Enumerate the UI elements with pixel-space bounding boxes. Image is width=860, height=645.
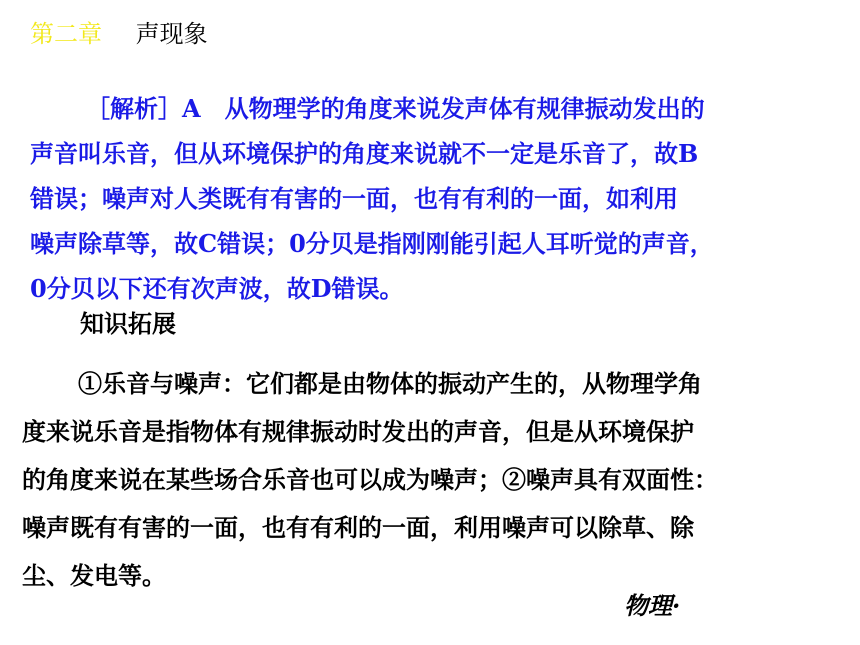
extension-line: 度来说乐音是指物体有规律振动时发出的声音，但是从环境保护 [22,417,694,446]
extension-line: 尘、发电等。 [22,561,166,590]
extension-line: 噪声既有有害的一面，也有有利的一面，利用噪声可以除草、除 [22,513,694,542]
analysis-line: 噪声除草等，故C错误；0分贝是指刚刚能引起人耳听觉的声音， [30,229,714,258]
analysis-line: 声音叫乐音，但从环境保护的角度来说就不一定是乐音了，故B [30,139,699,168]
chapter-topic: 声现象 [135,20,208,48]
knowledge-extension-title: 知识拓展 [80,309,176,338]
extension-line: 的角度来说在某些场合乐音也可以成为噪声；②噪声具有双面性： [22,465,718,494]
analysis-paragraph [30,86,830,311]
extension-line: ①乐音与噪声：它们都是由物体的振动产生的，从物理学角 [78,369,702,398]
knowledge-extension-paragraph [22,360,842,600]
analysis-line: ［解析］A 从物理学的角度来说发声体有规律振动发出的 [86,94,705,123]
chapter-header [30,18,208,50]
analysis-line: 错误；噪声对人类既有有害的一面，也有有利的一面，如利用 [30,184,678,213]
analysis-line: 0分贝以下还有次声波，故D错误。 [30,274,404,303]
chapter-label: 第二章 [30,20,102,48]
subject-footer: 物理· [624,591,681,620]
